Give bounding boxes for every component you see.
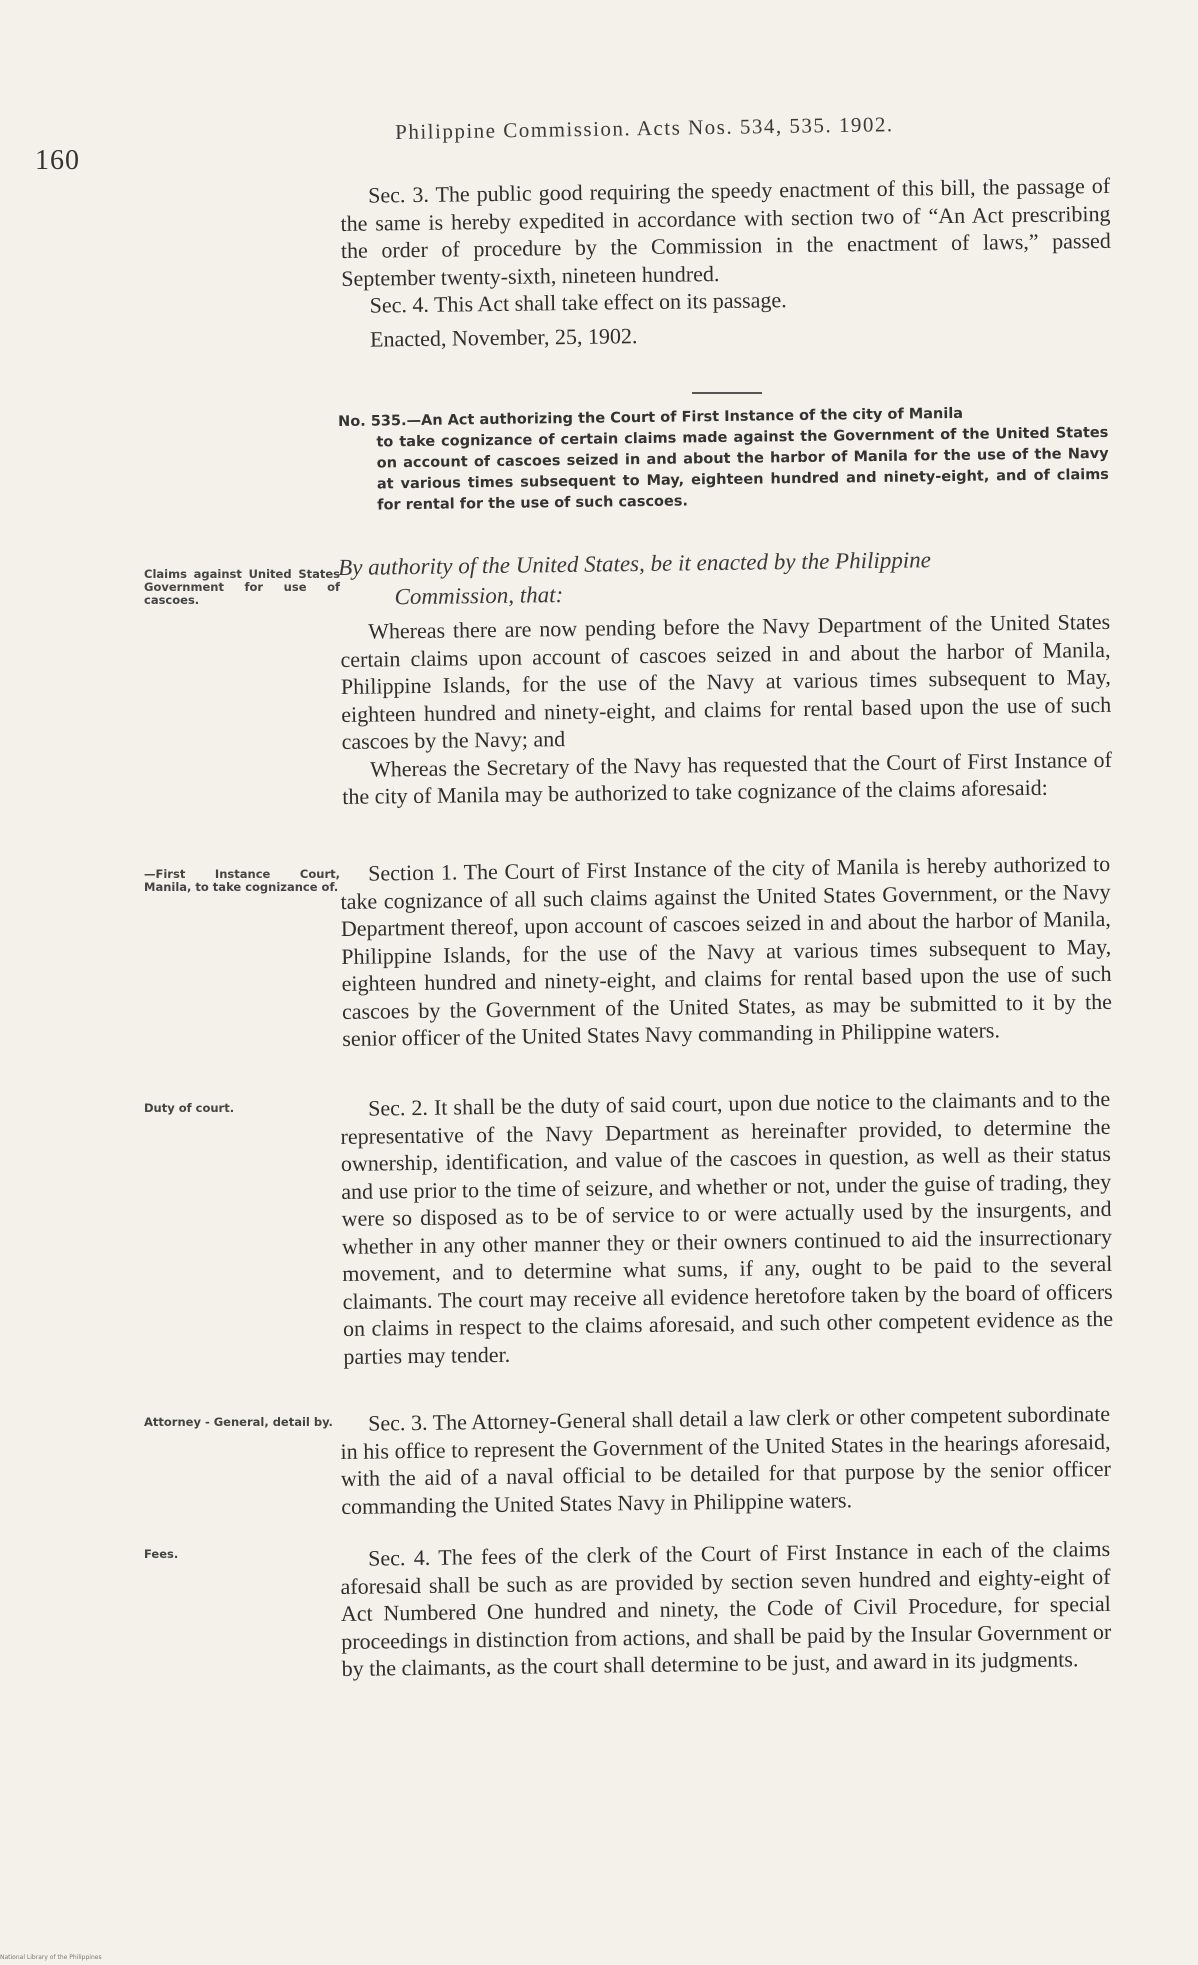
enacting-clause	[338, 543, 1109, 613]
scan-credit: National Library of the Philippines	[0, 1954, 102, 1961]
margin-note-first-instance: —First Instance Court, Manila, to take cognizance of.	[144, 867, 340, 894]
margin-note-claims: Claims against United States Government for use of cascoes.	[144, 567, 340, 607]
margin-note-duty: Duty of court.	[144, 1101, 235, 1115]
section-2	[340, 1085, 1114, 1370]
section-1	[340, 850, 1112, 1053]
act-535-title-lead: No. 535.—An Act authorizing the Court of First Instance of the city of Manila	[338, 405, 964, 430]
section-1-text: Section 1. The Court of First Instance of the city of Manila is hereby authorized to take cognizance of all such claims against the United States Government, or the Navy Department thereof, upon account of cascoes seized in and about the harbor of Manila, Philippine Islands, for the use of the Navy at various times subsequent to May, eighteen hundred and ninety-eight, and claims for rental based upon the use of such cascoes by the Government of the United States, as may be submitted to it by the senior officer of the United States Navy commanding in Philippine waters.	[340, 850, 1113, 1051]
act-534-sec4: Sec. 4. This Act shall take effect on its passage.	[369, 287, 787, 318]
act-535-title-rest: to take cognizance of certain claims made against the Government of the United States on account of cascoes seized in and about the harbor of Manila for the use of the Navy at various times subsequent to May, eighteen hundred and ninety-eight, and of claims for rental for the use of such cascoes.	[376, 424, 1109, 514]
section-divider	[692, 392, 762, 394]
whereas-1: Whereas there are now pending before the Navy Department of the United States certain claims upon account of cascoes seized in and about the harbor of Manila, Philippine Islands, for the use of the Navy at various times subsequent to May, eighteen hundred and ninety-eight, and claims for rental based upon the use of such cascoes by the Navy; and	[340, 608, 1112, 754]
section-3-text: Sec. 3. The Attorney-General shall detail a law clerk or other competent subordinate in his office to represent the Government of the United States in the hearings aforesaid, with the aid of a naval official to be detailed for that purpose by the senior officer commanding the United States Navy in Philippine waters.	[340, 1400, 1111, 1519]
whereas-2: Whereas the Secretary of the Navy has requested that the Court of First Instance of the city of Manila may be authorized to take cognizance of the claims aforesaid:	[342, 746, 1113, 809]
margin-note-attorney: Attorney - General, detail by.	[144, 1415, 333, 1429]
running-head: Philippine Commission. Acts Nos. 534, 535. 1902.	[395, 112, 894, 144]
section-3	[340, 1400, 1111, 1520]
margin-note-fees: Fees.	[144, 1547, 179, 1561]
page-number: 160	[35, 145, 80, 176]
enacting-line-1: By authority of the United States, be it enacted by the Philippine	[338, 547, 932, 580]
section-2-text: Sec. 2. It shall be the duty of said court, upon due notice to the claimants and to the representative of the Navy Department as hereinafter provided, to determine the ownership, identification, and value of the cascoes in question, as well as their status and use prior to the time of seizure, and whether or not, under the guise of trading, they were so disposed as to be of service to or were actually used by the insurgents, and whether in any other manner they or their owners continued to aid the insurrectionary movement, and to determine what sums, if any, ought to be paid to the several claimants. The court may receive all evidence heretofore taken by the board of officers on claims in respect to the claims aforesaid, and such other competent evidence as the parties may tender.	[340, 1085, 1114, 1369]
whereas-block	[340, 608, 1112, 811]
section-4	[340, 1535, 1112, 1683]
section-4-text: Sec. 4. The fees of the clerk of the Court of First Instance in each of the claims aforesaid shall be such as are provided by section seven hundred and eighty-eight of Act Numbered One hundred and ninety, the Code of Civil Procedure, for special proceedings in distinction from actions, and shall be paid by the Insular Government or by the claimants, as the court shall determine to be just, and award in its judgments.	[340, 1535, 1112, 1681]
enacting-line-2: Commission, that:	[394, 582, 564, 610]
enacted-date: Enacted, November, 25, 1902.	[369, 322, 638, 352]
act-535-title	[338, 402, 1109, 517]
act-534-sec3: Sec. 3. The public good requiring the speedy enactment of this bill, the passage of the same is hereby expedited in accordance with section two of “An Act prescribing the order of procedure by the Commission in the enactment of laws,” passed September twenty-sixth, nineteen hundred.	[340, 172, 1111, 291]
act-534-tail	[340, 172, 1112, 353]
